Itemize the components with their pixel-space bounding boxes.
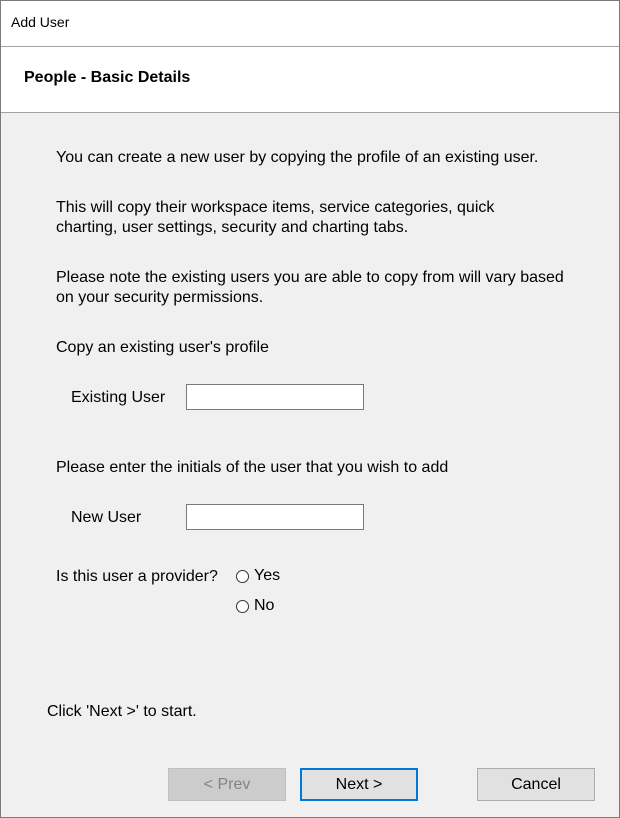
initials-heading: Please enter the initials of the user that you wish to add [56, 459, 449, 476]
cancel-button[interactable]: Cancel [477, 768, 595, 801]
intro-text: You can create a new user by copying the profile of an existing user. [56, 149, 539, 166]
prev-button[interactable]: < Prev [168, 768, 286, 801]
title-bar [1, 1, 619, 47]
page-title: People - Basic Details [24, 69, 191, 86]
new-user-input[interactable] [186, 504, 364, 530]
radio-circle-icon [236, 570, 249, 583]
provider-no-radio[interactable] [236, 596, 274, 616]
provider-no-label: No [254, 597, 275, 614]
window-title: Add User [11, 14, 70, 30]
existing-user-input[interactable] [186, 384, 364, 410]
provider-yes-label: Yes [254, 567, 281, 584]
next-button[interactable]: Next > [300, 768, 418, 801]
start-instruction: Click 'Next >' to start. [47, 703, 197, 720]
copy-info-text: This will copy their workspace items, service categories, quick charting, user settings, security and charting tabs. [56, 199, 495, 236]
wizard-header [1, 47, 619, 113]
existing-user-label: Existing User [71, 389, 166, 406]
radio-circle-icon [236, 600, 249, 613]
provider-yes-radio[interactable] [236, 566, 280, 586]
copy-heading: Copy an existing user's profile [56, 339, 269, 356]
provider-question: Is this user a provider? [56, 568, 218, 585]
new-user-label: New User [71, 509, 142, 526]
permissions-note-text: Please note the existing users you are able to copy from will vary based on your security permissions. [56, 269, 564, 306]
